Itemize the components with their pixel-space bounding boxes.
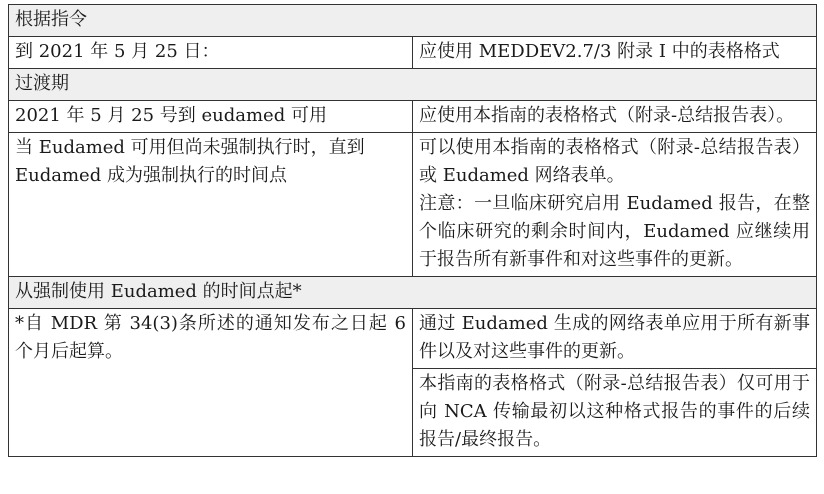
table-row [9,133,817,277]
requirement-cell [413,133,817,277]
note-text: 注意：一旦临床研究启用 Eudamed 报告，在整个临床研究的剩余时间内，Eudamed 应继续用于报告所有新事件和对这些事件的更新。 [419,193,810,270]
period-cell: 当 Eudamed 可用但尚未强制执行时，直到 Eudamed 成为强制执行的时间点 [9,133,413,277]
section-header-transition: 过渡期 [9,69,817,101]
table-row [9,69,817,101]
table-row [9,277,817,309]
table-row [9,37,817,69]
requirement-text: 可以使用本指南的表格格式（附录-总结报告表）或 Eudamed 网络表单。 [419,137,810,186]
period-cell: 到 2021 年 5 月 25 日： [9,37,413,69]
requirement-cell: 本指南的表格格式（附录-总结报告表）仅可用于向 NCA 传输最初以这种格式报告的事件的后续报告/最终报告。 [413,369,817,457]
section-header-mandatory: 从强制使用 Eudamed 的时间点起* [9,277,817,309]
reporting-format-table [8,4,817,457]
period-cell: 2021 年 5 月 25 号到 eudamed 可用 [9,101,413,133]
requirement-cell: 应使用 MEDDEV2.7/3 附录 I 中的表格格式 [413,37,817,69]
table-row [9,5,817,37]
requirement-cell: 通过 Eudamed 生成的网络表单应用于所有新事件以及对这些事件的更新。 [413,309,817,369]
requirement-cell: 应使用本指南的表格格式（附录-总结报告表）。 [413,101,817,133]
period-cell: *自 MDR 第 34(3)条所述的通知发布之日起 6 个月后起算。 [9,309,413,457]
section-header-directive: 根据指令 [9,5,817,37]
table-row [9,309,817,369]
table-row [9,101,817,133]
